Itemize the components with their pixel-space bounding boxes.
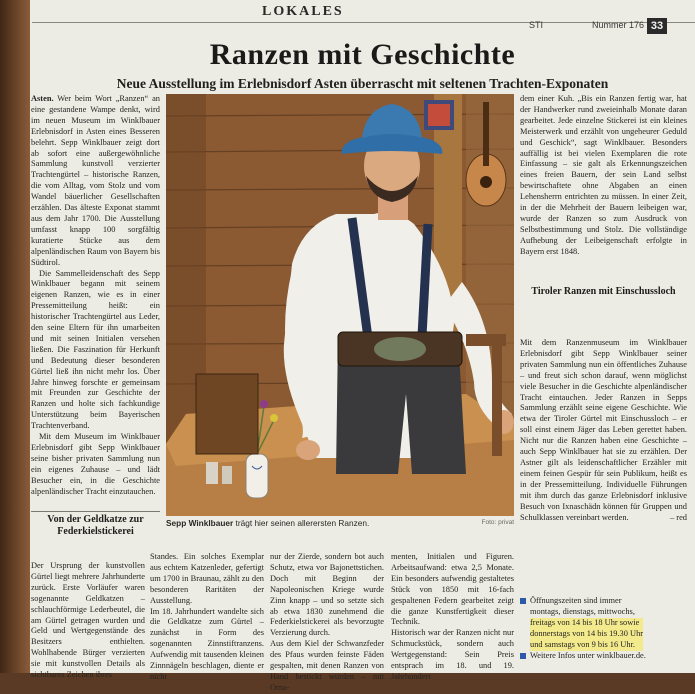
portrait-photo: [166, 94, 514, 516]
bullet-icon: [520, 653, 526, 659]
bottom-column-3: nur der Zierde, sondern bot auch Schutz, etwa vor Bajonettstichen. Doch mit Beginn der Napoleonischen Kriege wurde Zinn knapp – und so setzte sich ab etwa 1830 zunehmend die Federkielstickerei als bevorzugte Verzierung durch. Aus dem Kiel der Schwanzfeder des Pfaus wurden feinste Fäden gespalten, mit denen Ranzen von Hand bestickt wurden – mit Orna-: [270, 552, 384, 692]
paragraph-collection: Die Sammelleidenschaft des Sepp Winklbauer begann mit seinem eigenen Ranzen, wie es in einer Pressemitteilung heißt: ein historischer Trachtengürtel aus Leder, den seine Eltern für ihn umarbeiten und mit seinen Initialen versehen ließen. Die Faszination für Herkunft und Bedeutung dieser besonderen Gürtel ließ ihn nicht mehr los. Über Jahre hinweg forschte er gemeinsam mit Freunden zur Geschichte der Ranzen und holte sich fachkundige Unterstützung beim Bayerischen Trachtenverband.: [31, 268, 160, 431]
newspaper-page: [30, 0, 695, 692]
paragraph-tiroler: Mit dem Ranzenmuseum im Winklbauer Erlebnisdorf gibt Sepp Winklbauer seiner privaten Sammlung nun ein öffentliches Zuhause – und freut sich schon darauf, wenn möglichst viele Besucher in die Geschichte alpenländischer Tracht eintauchen. Jeder Ranzen in Sepps Sammlung erzählt seine eigene Geschichte. Wie etwa der Tiroler Gürtel mit Einschussloch – er soll einst einem Jäger das Leben gerettet haben. Nicht nur die Ranzen haben eine Geschichte – auch Sepp Winklbauer hat sie zu erzählen. Der Astner gilt als leidenschaftlicher Erzähler mit einem feinen Gespür für sein Publikum, heißt es in der Pressemitteilung. Individuelle Führungen mit ihm durch das ganze Erlebnisdorf inklusive Besuch von Ixnaschädn können für Gruppen und Schulklassen vereinbart werden.: [520, 338, 687, 522]
photo-illustration: [166, 94, 514, 516]
more-info: [520, 651, 687, 662]
headline: Ranzen mit Geschichte: [209, 38, 516, 71]
subtitle-geldkatze: Von der Geldkatze zur Federkielstickerei: [47, 514, 144, 537]
info-box: [520, 596, 687, 673]
bullet-icon: [520, 598, 526, 604]
opening-hours-line: montags, dienstags, mittwochs,: [530, 606, 635, 616]
subtitle-tiroler: Tiroler Ranzen mit Einschussloch: [531, 286, 676, 297]
subheadline: Neue Ausstellung im Erlebnisdorf Asten überrascht mit seltenen Trachten-Exponaten: [116, 76, 609, 91]
bottom-column-4: menten, Initialen und Figuren. Arbeitsaufwand: etwa 2,5 Monate. Ein besonders aufwendig gestaltetes Stück von 1850 mit 16-fach gespaltenen Federn gearbeitet zeigt die ganze Kunstfertigkeit dieser Technik. Historisch war der Ranzen nicht nur Schmuckstück, sondern auch Wertgegenstand: Sein Preis entsprach im 18. und 19. Jahrhundert: [391, 552, 514, 681]
opening-hours-line: freitags von 14 bis 18 Uhr sowie: [530, 618, 643, 629]
opening-hours-line: und samstags von 9 bis 16 Uhr.: [530, 640, 643, 651]
article-column-5: [520, 94, 687, 284]
opening-hours-line: Öffnungszeiten sind immer: [530, 596, 622, 605]
article-column-1: [31, 94, 160, 506]
subtitle-rule: [31, 511, 160, 512]
caption-text: trägt hier seinen allerersten Ranzen.: [233, 518, 370, 528]
opening-hours-line: donnerstags von 14 bis 19.30 Uhr: [530, 628, 644, 638]
paragraph-museum: Mit dem Museum im Winklbauer Erlebnisdorf gibt Sepp Winklbauer seine bisher privaten Sammlung nun ein eigenes Zuhause – und lädt Besucher ein, in die Geschichte alpenländischer Tracht einzutauchen.: [31, 432, 160, 496]
bottom-column-1: Der Ursprung der kunstvollen Gürtel liegt mehrere Jahrhunderte zurück. Erste Vorläufer waren sogenannte Geldkatzen – schlauchförmige Lederbeutel, die am Gürtel getragen wurden und Geld und Wertgegenstände des Besitzers enthielten. Wohlhabende Bürger verzierten sie mit kunstvollen Details als sichtbares Zeichen ihres: [31, 561, 145, 680]
paragraph-craft: dem einer Kuh. „Bis ein Ranzen fertig war, hat der Handwerker rund zweieinhalb Monate daran gearbeitet. Jede einzelne Stickerei ist ein kleines Meisterwerk und erzählt von ungeheurer Geduld und Geschick“, sagt Winklbauer. Besonders auffällig ist bei vielen Exemplaren die rote Einfassung – sie galt als Erkennungszeichen eines freien Bauern, der sein Land selbst bewirtschaftete ohne Abgaben an einen Lehensherrn entrichten zu müssen. In einer Zeit, in der die Mehrheit der Bauern leibeigen war, wurde der Ranzen so zum Ausdruck von Selbstbestimmung und Stolz. Die vollständige Aufhebung der Leibeigenschaft erfolgte in Bayern erst 1848.: [520, 94, 687, 256]
opening-hours: [520, 596, 687, 651]
caption-name: Sepp Winklbauer: [166, 518, 234, 528]
dateline: Asten.: [31, 94, 54, 103]
section-label: LOKALES: [262, 4, 344, 19]
page-number: 33: [647, 18, 667, 34]
article-column-5b: [520, 338, 687, 592]
more-info-text: Weitere Infos unter winklbauer.de.: [530, 650, 646, 660]
paper-abbrev: STI: [529, 20, 544, 30]
photo-credit: Foto: privat: [481, 519, 514, 526]
author-signature: – red: [670, 512, 687, 522]
photo-caption: [166, 518, 514, 528]
bottom-column-2: Standes. Ein solches Exemplar aus echtem Katzenleder, gefertigt um 1700 in Braunau, zählt zu den besonderen Raritäten der Ausstellung. Im 18. Jahrhundert wandelte sich die Geldkatze zum Gürtel – zunächst in Form des sogenannten Zinnstiftranzens. Aufwendig mit tausenden kleinen Zinnnägeln beschlagen, diente er nicht: [150, 552, 264, 681]
paragraph-intro: Wer beim Wort „Ranzen“ an eine gestandene Wampe denkt, wird im neuen Museum im Winklbauer Erlebnisdorf in Asten eines Besseren belehrt. Sepp Winklbauer zeigt dort ab sofort eine außergewöhnliche Sammlung kunstvoll verzierter Trachtengürtel – historische Ranzen, die vom Alltag, vom Stolz und vom Wandel bäuerlicher Gesellschaften erzählen. Das älteste Exponat stammt aus dem Jahr 1700. Die Ausstellung umfasst knapp 100 sorgfältig kuratierte Stücke aus dem alpenländischen Raum von Bayern bis Südtirol.: [31, 94, 160, 267]
desk-edge: [0, 0, 30, 673]
issue-number: Nummer 176: [592, 20, 645, 30]
